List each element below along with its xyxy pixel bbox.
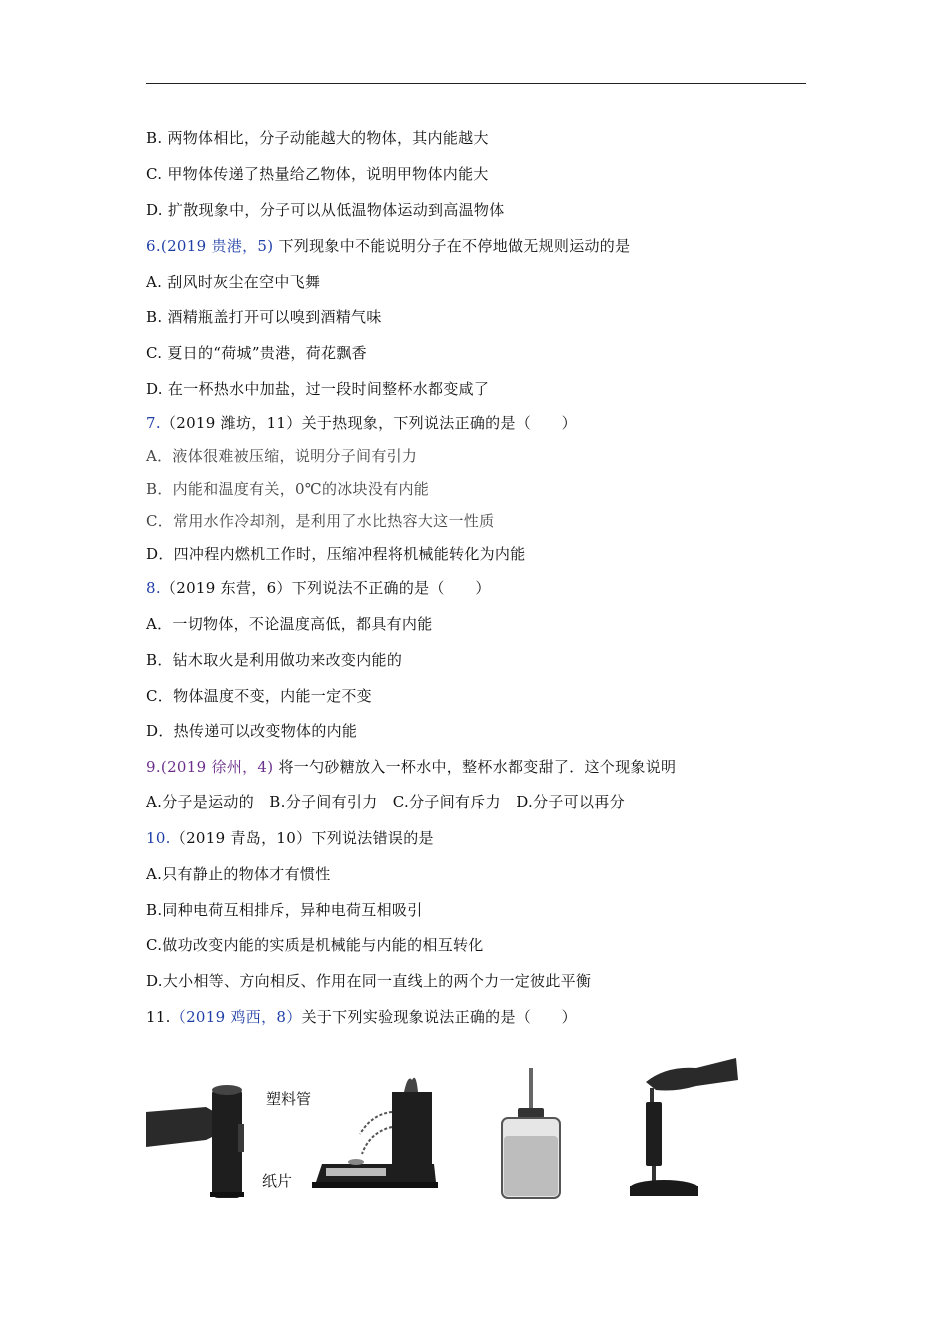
q6-option-b: B. 酒精瓶盖打开可以嗅到酒精气味 [146, 308, 382, 326]
q10-option-d: D.大小相等、方向相反、作用在同一直线上的两个力一定彼此平衡 [146, 972, 592, 990]
q7-stem: 7.（2019 潍坊，11）关于热现象，下列说法正确的是（ ） [146, 414, 577, 432]
q8-option-c: C．物体温度不变，内能一定不变 [146, 687, 372, 705]
question-number: 10. [146, 829, 171, 847]
question-number: 6. [146, 237, 161, 255]
q10-option-c: C.做功改变内能的实质是机械能与内能的相互转化 [146, 936, 484, 954]
q7-option-a: A．液体很难被压缩，说明分子间有引力 [146, 447, 418, 465]
q8-option-b: B．钻木取火是利用做功来改变内能的 [146, 651, 403, 669]
q11-stem: 11.（2019 鸡西，8）关于下列实验现象说法正确的是（ ） [146, 1008, 577, 1026]
q8-option-a: A．一切物体，不论温度高低，都具有内能 [146, 615, 433, 633]
question-number: 8. [146, 579, 161, 597]
q6-option-d: D. 在一杯热水中加盐，过一段时间整杯水都变咸了 [146, 380, 490, 398]
figure-water-container [312, 1072, 442, 1200]
label-plastic-tube: 塑料管 [266, 1090, 312, 1108]
q6-option-a: A. 刮风时灰尘在空中飞舞 [146, 273, 321, 291]
q6-stem: 6.(2019 贵港，5) 下列现象中不能说明分子在不停地做无规则运动的是 [146, 237, 631, 255]
question-source: （2019 潍坊，11） [160, 414, 302, 432]
question-source: （2019 鸡西，8） [170, 1008, 302, 1026]
q7-option-b: B．内能和温度有关，0℃的冰块没有内能 [146, 480, 430, 498]
figure-glass-jar [496, 1064, 566, 1204]
q7-option-c: C．常用水作冷却剂，是利用了水比热容大这一性质 [146, 512, 495, 530]
q8-option-d: D．热传递可以改变物体的内能 [146, 722, 358, 740]
question-source: （2019 东营，6） [160, 579, 292, 597]
q9-stem: 9.(2019 徐州，4) 将一勺砂糖放入一杯水中，整杯水都变甜了．这个现象说明 [146, 758, 677, 776]
q5-option-c: C. 甲物体传递了热量给乙物体，说明甲物体内能大 [146, 165, 489, 183]
q8-stem: 8.（2019 东营，6）下列说法不正确的是（ ） [146, 579, 491, 597]
experiment-figures [146, 1052, 746, 1207]
question-source: (2019 贵港，5) [160, 237, 274, 255]
q10-option-a: A.只有静止的物体才有惯性 [146, 865, 331, 883]
question-source: （2019 青岛，10） [170, 829, 312, 847]
question-number: 7. [146, 414, 161, 432]
q6-option-c: C. 夏日的“荷城”贵港，荷花飘香 [146, 344, 367, 362]
q10-option-b: B.同种电荷互相排斥，异种电荷互相吸引 [146, 901, 423, 919]
q10-stem: 10.（2019 青岛，10）下列说法错误的是 [146, 829, 434, 847]
question-number: 9. [146, 758, 161, 776]
q5-option-d: D. 扩散现象中，分子可以从低温物体运动到高温物体 [146, 201, 505, 219]
label-paper-sheet: 纸片 [262, 1172, 293, 1190]
header-rule [146, 83, 806, 84]
q5-option-b: B. 两物体相比，分子动能越大的物体，其内能越大 [146, 129, 489, 147]
figure-lead-cylinders [626, 1052, 746, 1202]
q9-options: A.分子是运动的 B.分子间有引力 C.分子间有斥力 D.分子可以再分 [146, 793, 625, 811]
question-source: (2019 徐州，4) [160, 758, 274, 776]
q7-option-d: D．四冲程内燃机工作时，压缩冲程将机械能转化为内能 [146, 545, 526, 563]
question-number: 11. [146, 1008, 171, 1026]
